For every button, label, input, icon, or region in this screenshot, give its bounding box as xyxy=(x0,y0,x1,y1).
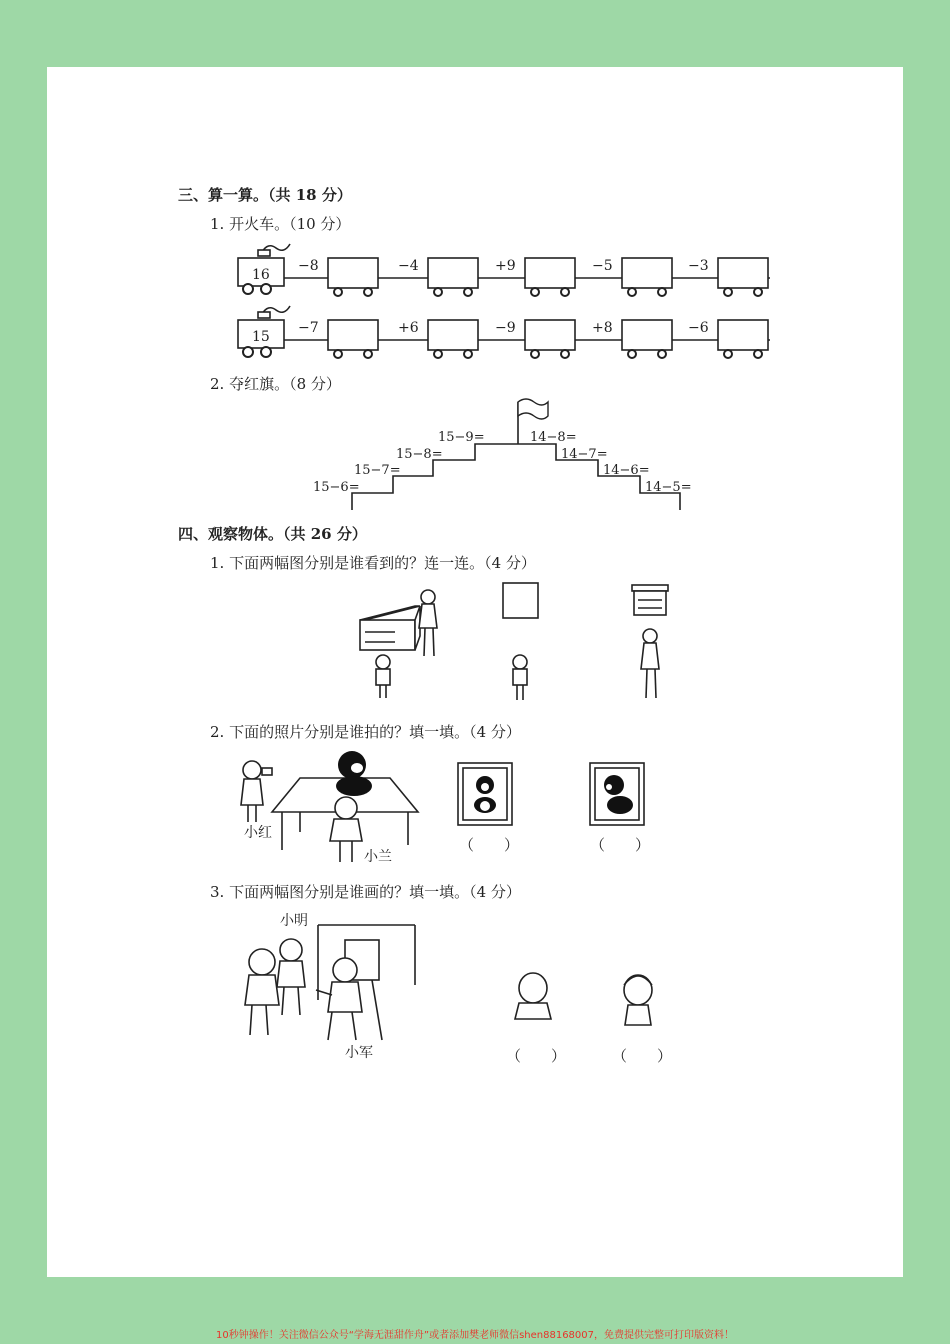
q3-scene xyxy=(245,925,652,1040)
stair-eq-2: 15−7= xyxy=(354,463,401,478)
monkey-toy-icon xyxy=(336,751,372,796)
stair-eq-5: 14−8= xyxy=(530,430,577,445)
train-car-answer-box[interactable] xyxy=(525,258,575,288)
stair-eq-8: 14−5= xyxy=(645,480,692,495)
girl-profile-icon xyxy=(624,975,652,1025)
camera-icon xyxy=(262,768,272,775)
train-car-answer-box[interactable] xyxy=(622,258,672,288)
stair-eq-4: 15−9= xyxy=(438,430,485,445)
girl-side-icon xyxy=(641,629,659,698)
train-operation-label: −3 xyxy=(688,258,709,274)
stair-eq-1: 15−6= xyxy=(313,480,360,495)
wheel-icon xyxy=(628,288,636,296)
q1-scene xyxy=(360,583,668,700)
train-operation-label: −8 xyxy=(298,258,319,274)
train-operation-label: −7 xyxy=(298,320,319,336)
boy-sitting-icon xyxy=(277,939,305,1015)
train-car-answer-box[interactable] xyxy=(428,320,478,350)
wheel-icon xyxy=(464,288,472,296)
train-operation-label: +8 xyxy=(592,320,613,336)
wheel-icon xyxy=(434,350,442,358)
stair-eq-6: 14−7= xyxy=(561,447,608,462)
drawer-cabinet-icon xyxy=(360,606,420,650)
s4-q1-title: 1. 下面两幅图分别是谁看到的？连一连。（4 分） xyxy=(210,554,536,572)
square-view-icon xyxy=(503,583,538,618)
locomotive-1 xyxy=(238,244,290,294)
stair-eq-7: 14−6= xyxy=(603,463,650,478)
train-car-answer-box[interactable] xyxy=(718,320,768,350)
cabinet-front-view-icon xyxy=(632,585,668,615)
locomotive-2 xyxy=(238,306,290,357)
wheel-icon xyxy=(754,350,762,358)
red-flag-icon xyxy=(518,399,548,419)
wheel-icon xyxy=(754,288,762,296)
train-operation-label: −5 xyxy=(592,258,613,274)
train-car-answer-box[interactable] xyxy=(328,258,378,288)
wheel-icon xyxy=(334,350,342,358)
s4-q2-title: 2. 下面的照片分别是谁拍的？填一填。（4 分） xyxy=(210,723,521,741)
wheel-icon xyxy=(628,350,636,358)
q2-flag-title: 2. 夺红旗。（8 分） xyxy=(210,375,341,393)
name-xiaohong: 小红 xyxy=(244,825,272,841)
section3-title: 三、算一算。（共 18 分） xyxy=(178,186,352,204)
wheel-icon xyxy=(364,288,372,296)
train-operation-label: +9 xyxy=(495,258,516,274)
girl-standing-icon xyxy=(419,590,437,656)
answer-blank[interactable]: （ ） xyxy=(590,836,651,854)
wheel-icon xyxy=(531,288,539,296)
wheel-icon xyxy=(561,288,569,296)
wheel-icon xyxy=(434,288,442,296)
wheel-icon xyxy=(561,350,569,358)
girl-back-icon xyxy=(330,797,362,862)
train1-start-number: 16 xyxy=(252,267,270,283)
stair-eq-3: 15−8= xyxy=(396,447,443,462)
boy-painting-icon xyxy=(316,958,362,1040)
name-xiaojun: 小军 xyxy=(345,1045,373,1061)
girl-sitting-icon xyxy=(245,949,279,1035)
train2-start-number: 15 xyxy=(252,329,270,345)
train-row-1 xyxy=(238,244,770,296)
section4-title: 四、观察物体。（共 26 分） xyxy=(178,525,367,543)
wheel-icon xyxy=(364,350,372,358)
wheel-icon xyxy=(531,350,539,358)
back-of-head-icon xyxy=(515,973,551,1019)
train-car-answer-box[interactable] xyxy=(428,258,478,288)
stairs-diagram xyxy=(313,399,692,510)
train-operation-label: −4 xyxy=(398,258,419,274)
footer-promo-text: 10秒钟操作！关注微信公众号“学海无涯甜作舟”或者添加樊老师微信shen88168007，免费提供完整可打印版资料！ xyxy=(215,1330,735,1341)
q1-train-title: 1. 开火车。（10 分） xyxy=(210,215,351,233)
train-car-answer-box[interactable] xyxy=(328,320,378,350)
wheel-icon xyxy=(658,350,666,358)
answer-blank[interactable]: （ ） xyxy=(506,1047,567,1065)
answer-blank[interactable]: （ ） xyxy=(612,1047,673,1065)
name-xiaolan: 小兰 xyxy=(364,849,392,865)
train-operation-label: +6 xyxy=(398,320,419,336)
q2-scene xyxy=(241,751,644,862)
wheel-icon xyxy=(724,350,732,358)
train-car-answer-box[interactable] xyxy=(622,320,672,350)
wheel-icon xyxy=(724,288,732,296)
name-xiaoming: 小明 xyxy=(280,913,308,929)
train-operation-label: −6 xyxy=(688,320,709,336)
s4-q3-title: 3. 下面两幅图分别是谁画的？填一填。（4 分） xyxy=(210,883,521,901)
answer-blank[interactable]: （ ） xyxy=(459,836,520,854)
train-car-answer-box[interactable] xyxy=(525,320,575,350)
photo-frame-front-icon xyxy=(458,763,512,825)
photo-frame-side-icon xyxy=(590,763,644,825)
wheel-icon xyxy=(334,288,342,296)
wheel-icon xyxy=(658,288,666,296)
train-operation-label: −9 xyxy=(495,320,516,336)
wheel-icon xyxy=(464,350,472,358)
girl-with-camera-icon xyxy=(241,761,272,822)
train-row-2 xyxy=(238,306,770,358)
child-back-icon-2 xyxy=(513,655,527,700)
child-back-icon xyxy=(376,655,390,698)
train-car-answer-box[interactable] xyxy=(718,258,768,288)
